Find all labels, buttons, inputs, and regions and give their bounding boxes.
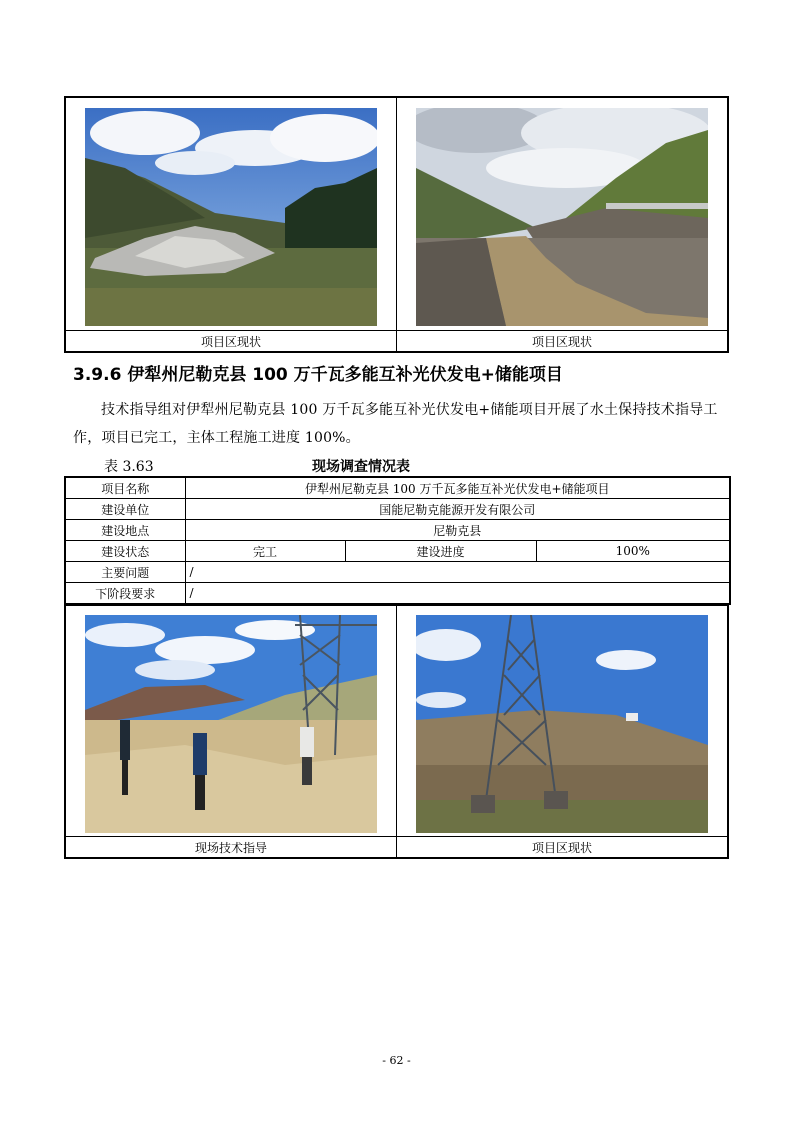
survey-info-table: [64, 476, 731, 605]
progress-value: 100%: [536, 541, 730, 562]
table-row: [65, 562, 730, 583]
table-row: [65, 583, 730, 605]
section-paragraph: 技术指导组对伊犁州尼勒克县 100 万千瓦多能互补光伏发电+储能项目开展了水土保持技术指导工作，项目已完工，主体工程施工进度 100%。: [73, 402, 718, 446]
next-stage-label: 下阶段要求: [65, 583, 185, 605]
top-right-caption: 项目区现状: [397, 331, 729, 353]
top-left-photo-cell: [65, 97, 397, 331]
progress-label: 建设进度: [345, 541, 536, 562]
top-left-caption: 项目区现状: [65, 331, 397, 353]
photo-site-guidance: [85, 615, 377, 833]
top-photo-table: [64, 96, 729, 353]
table-row: [65, 477, 730, 499]
top-right-photo-cell: [397, 97, 729, 331]
status-label: 建设状态: [65, 541, 185, 562]
bottom-right-caption: 项目区现状: [397, 837, 729, 859]
location-value: 尼勒克县: [185, 520, 730, 541]
status-value: 完工: [185, 541, 345, 562]
table-row: [65, 499, 730, 520]
bottom-right-photo-cell: [397, 605, 729, 837]
bottom-left-photo-cell: [65, 605, 397, 837]
builder-label: 建设单位: [65, 499, 185, 520]
next-stage-value: /: [185, 583, 730, 605]
table-title: 现场调查情况表: [312, 459, 410, 475]
issues-label: 主要问题: [65, 562, 185, 583]
bottom-left-caption: 现场技术指导: [65, 837, 397, 859]
builder-value: 国能尼勒克能源开发有限公司: [185, 499, 730, 520]
issues-value: /: [185, 562, 730, 583]
table-row: [65, 520, 730, 541]
photo-river-valley: [416, 108, 708, 326]
bottom-photo-table: [64, 604, 729, 859]
location-label: 建设地点: [65, 520, 185, 541]
project-name-label: 项目名称: [65, 477, 185, 499]
table-number: 表 3.63: [104, 459, 154, 475]
photo-mountain-rocks: [85, 108, 377, 326]
page-number: - 62 -: [382, 1054, 411, 1067]
section-heading: 3.9.6 伊犁州尼勒克县 100 万千瓦多能互补光伏发电+储能项目: [73, 365, 563, 385]
photo-power-tower: [416, 615, 708, 833]
table-row: [65, 541, 730, 562]
table-caption: [64, 456, 729, 476]
project-name-value: 伊犁州尼勒克县 100 万千瓦多能互补光伏发电+储能项目: [185, 477, 730, 499]
